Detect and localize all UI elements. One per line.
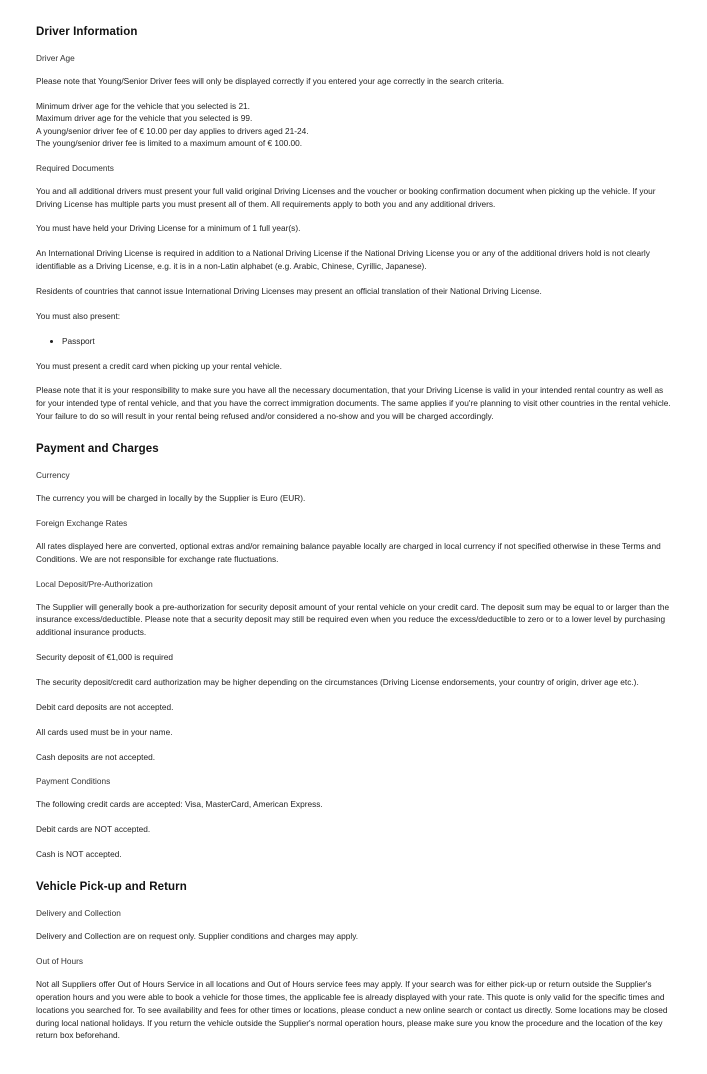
paragraph: Please note that it is your responsibility to make sure you have all the necessary documentation, that your Driving License is valid in your intended rental country as well as for your intended type of rental vehicle, and that you have the correct immigration documents. The same applies if you're planning to visit other countries in the rental vehicle. Your failure to do so will result in your rental being refused and/or considered a no-show and you will be charged accordingly. [36, 385, 671, 422]
paragraph: An International Driving License is required in addition to a National Driving License if the National Driving License you or any of the additional drivers hold is not clearly identifiable as a Driving License, e.g. it is in a non-Latin alphabet (e.g. Arabic, Chinese, Cyrillic, Japanese). [36, 248, 650, 272]
subsection-heading: Delivery and Collection [36, 908, 121, 919]
paragraph: Debit cards are NOT accepted. [36, 824, 151, 835]
paragraph: Security deposit of €1,000 is required [36, 652, 173, 663]
section-heading: Vehicle Pick-up and Return [36, 881, 187, 894]
subsection-heading: Required Documents [36, 162, 114, 173]
statement-line: The young/senior driver fee is limited to a maximum amount of € 100.00. [36, 138, 303, 149]
paragraph: The security deposit/credit card authorization may be higher depending on the circumstances (Driving License endorsements, your country of origin, driver age etc.). [36, 677, 639, 688]
statement-line: Maximum driver age for the vehicle that you selected is 99. [36, 113, 253, 124]
statement-line: Minimum driver age for the vehicle that you selected is 21. [36, 100, 250, 111]
sections-container [36, 26, 671, 1042]
statement-line: A young/senior driver fee of € 10.00 per day applies to drivers aged 21-24. [36, 125, 309, 136]
subsection-heading: Out of Hours [36, 955, 84, 966]
document-section [36, 26, 671, 423]
paragraph: Debit card deposits are not accepted. [36, 701, 174, 712]
paragraph: The following credit cards are accepted: Visa, MasterCard, American Express. [36, 799, 323, 810]
paragraph: Residents of countries that cannot issue International Driving Licenses may present an official translation of their National Driving License. [36, 285, 542, 296]
paragraph: All rates displayed here are converted, optional extras and/or remaining balance payable locally are charged in local currency if not specified otherwise in these Terms and Conditions. We are not responsible for exchange rate fluctuations. [36, 540, 661, 564]
paragraph: You must present a credit card when picking up your rental vehicle. [36, 360, 282, 371]
paragraph: Please note that Young/Senior Driver fees will only be displayed correctly if you entered your age correctly in the search criteria. [36, 76, 505, 87]
paragraph: Cash is NOT accepted. [36, 849, 122, 860]
paragraph: Not all Suppliers offer Out of Hours Service in all locations and Out of Hours service fees may apply. If your search was for either pick-up or return outside the Supplier's operation hours and you were able to book a vehicle for those times, the applicable fee is already displayed with your rate. This quote is only valid for the specific times and locations you searched for. To see availability and fees for other times or locations, please conduct a new online search or contact us directly. Some locations may be closed during local national holidays. If you return the vehicle outside the Supplier's normal operation hours, please make sure you know the procedure and the location of the key return box beforehand. [36, 978, 668, 1041]
paragraph: You must also present: [36, 310, 121, 321]
subsection-heading: Payment Conditions [36, 776, 111, 787]
paragraph: The Supplier will generally book a pre-authorization for security deposit amount of your rental vehicle on your credit card. The deposit sum may be equal to or larger than the insurance excess/deductible. Please note that a security deposit may still be required even when you reduce the excess/deductible to zero or to a lower level by purchasing additional insurance products. [36, 601, 670, 638]
document-section [36, 443, 671, 861]
paragraph: Delivery and Collection are on request only. Supplier conditions and charges may apply. [36, 931, 359, 942]
paragraph: You and all additional drivers must present your full valid original Driving Licenses and the voucher or booking confirmation document when picking up the vehicle. If your Driving License has multiple parts you must present all of them. All requirements apply to both you and any additional drivers. [36, 185, 656, 209]
list-item: • Passport [62, 335, 671, 348]
section-heading: Payment and Charges [36, 442, 159, 455]
subsection-heading: Local Deposit/Pre-Authorization [36, 578, 153, 589]
paragraph: All cards used must be in your name. [36, 726, 173, 737]
paragraph: Cash deposits are not accepted. [36, 751, 155, 762]
paragraph: The currency you will be charged in locally by the Supplier is Euro (EUR). [36, 492, 306, 503]
section-heading: Driver Information [36, 26, 138, 38]
subsection-heading: Currency [36, 469, 70, 480]
paragraph: You must have held your Driving License for a minimum of 1 full year(s). [36, 223, 301, 234]
bullet-list [36, 335, 671, 348]
subsection-heading: Foreign Exchange Rates [36, 517, 128, 528]
document-section [36, 881, 671, 1042]
statement-line-group [36, 100, 671, 150]
subsection-heading: Driver Age [36, 53, 75, 63]
